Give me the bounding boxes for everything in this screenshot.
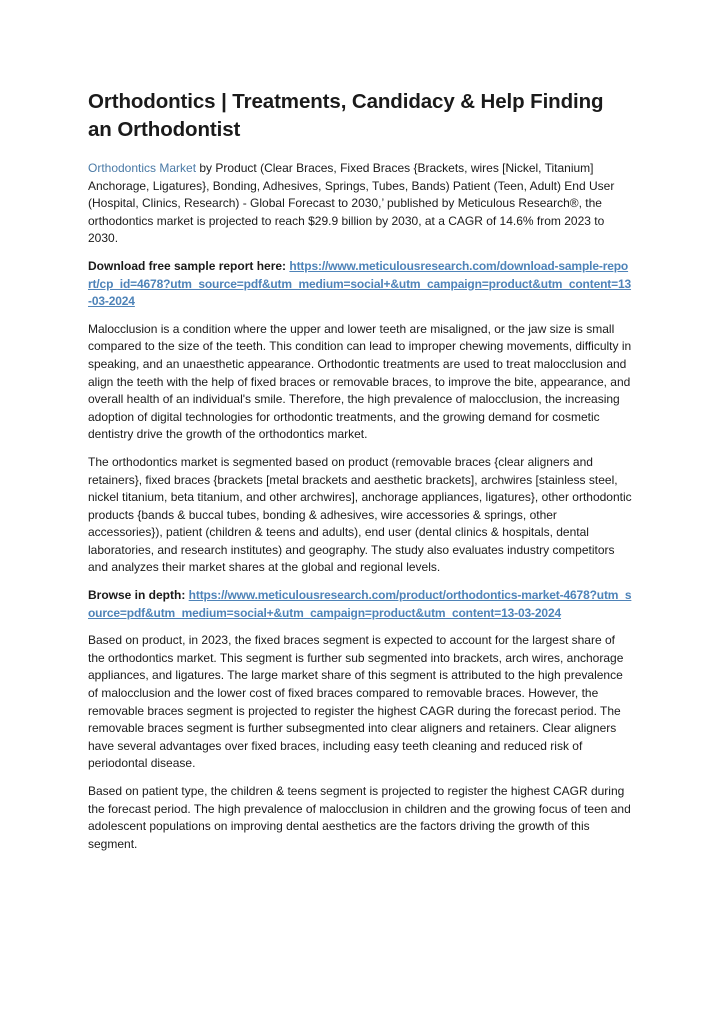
browse-paragraph <box>88 587 632 622</box>
malocclusion-paragraph: Malocclusion is a condition where the upper and lower teeth are misaligned, or the jaw size is small compared to the size of the teeth. This condition can lead to improper chewing movements, difficulty in speaking, and an unaesthetic appearance. Orthodontic treatments are used to treat malocclusion and align the teeth with the help of fixed braces or removable braces, to improve the bite, appearance, and overall health of an individual's smile. Therefore, the high prevalence of malocclusion, the increasing adoption of digital technologies for orthodontic treatments, and the growing demand for cosmetic dentistry drive the growth of the orthodontics market. <box>88 321 632 442</box>
patient-segment-paragraph: Based on patient type, the children & teens segment is projected to register the highest CAGR during the forecast period. The high prevalence of malocclusion in children and the growing focus of teen and adolescent populations on improving dental aesthetics are the factors driving the growth of this segment. <box>88 784 631 851</box>
orthodontics-market-link[interactable]: Orthodontics Market <box>88 161 197 175</box>
sample-report-paragraph <box>88 258 632 311</box>
intro-text: by Product (Clear Braces, Fixed Braces {Brackets, wires [Nickel, Titanium] Anchorage, Ligatures}, Bonding, Adhesives, Springs, Tubes, Bands) Patient (Teen, Adult) End User (Hospital, Clinics, Research) - Global Forecast to 2030,’ published by Meticulous Research®, the orthodontics market is projected to reach $29.9 billion by 2030, at a CAGR of 14.6% from 2023 to 2030. <box>88 161 615 246</box>
intro-paragraph <box>88 160 632 248</box>
page-title: Orthodontics | Treatments, Candidacy & Help Finding an Orthodontist <box>88 90 604 141</box>
browse-label: Browse in depth: <box>88 588 189 603</box>
browse-link[interactable]: https://www.meticulousresearch.com/product/orthodontics-market-4678?utm_source=pdf&utm_medium=social+&utm_campaign=product&utm_content=13-03-2024 <box>88 588 632 620</box>
segmentation-paragraph: The orthodontics market is segmented based on product (removable braces {clear aligners and retainers}, fixed braces {brackets [metal brackets and aesthetic brackets], archwires [stainless steel, nickel titanium, beta titanium, and other archwires], anchorage appliances, ligatures}, other orthodontic products {bands & buccal tubes, bonding & adhesives, wire accessories & springs, other accessories}), patient (children & teens and adults), end user (dental clinics & hospitals, dental laboratories, and research institutes) and geography. The study also evaluates industry competitors and analyzes their market shares at the global and regional levels. <box>88 454 632 575</box>
product-segment-paragraph: Based on product, in 2023, the fixed braces segment is expected to account for the largest share of the orthodontics market. This segment is further sub segmented into brackets, arch wires, anchorage appliances, and ligatures. The large market share of this segment is attributed to the high prevalence of malocclusion and the lower cost of fixed braces compared to removable braces. However, the removable braces segment is projected to register the highest CAGR during the forecast period. The removable braces segment is further subsegmented into clear aligners and retainers. Clear aligners have several advantages over fixed braces, including easy teeth cleaning and reduced risk of periodontal disease. <box>88 633 624 771</box>
sample-report-label: Download free sample report here: <box>88 258 290 273</box>
sample-report-link[interactable]: https://www.meticulousresearch.com/download-sample-report/cp_id=4678?utm_source=pdf&utm_medium=social+&utm_campaign=product&utm_content=13-03-2024 <box>88 258 632 309</box>
